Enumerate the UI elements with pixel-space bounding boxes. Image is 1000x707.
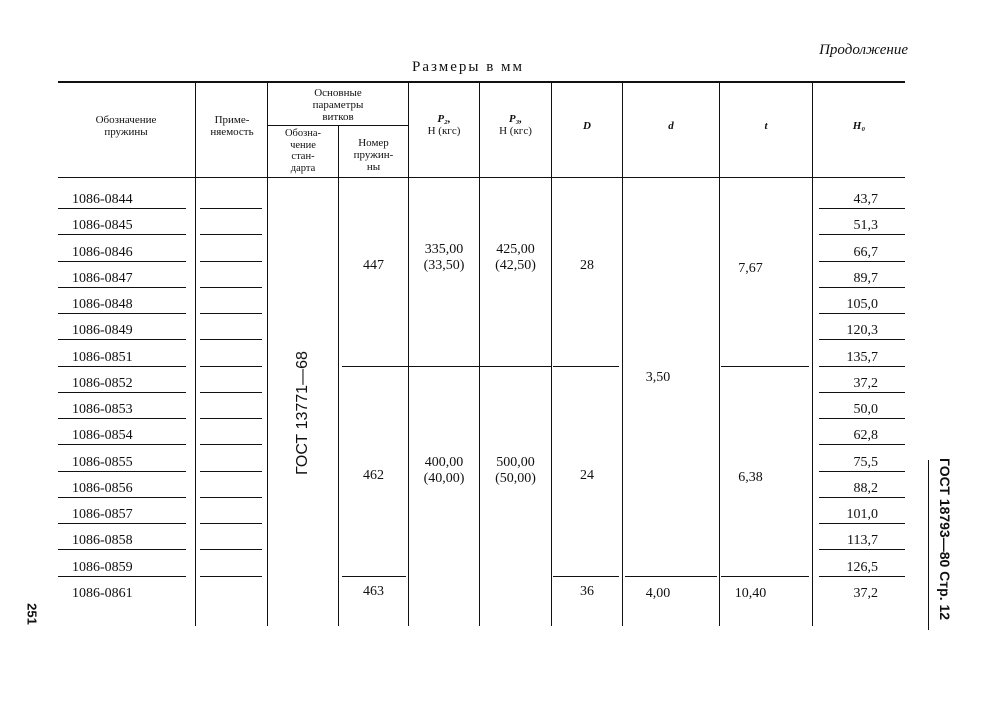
table-row-code: 1086-0857 [72,507,133,522]
row-rule [819,497,905,498]
row-rule [58,576,186,577]
header-p3: P₃, Н (кгс) [499,113,532,137]
group1-p3: 425,00 (42,50) [495,242,536,273]
row-rule [200,549,262,550]
row-rule [200,523,262,524]
row-rule [200,471,262,472]
row-rule [58,392,186,393]
row-rule [58,471,186,472]
row-rule [819,549,905,550]
group-rule [342,576,406,577]
col-divider [812,82,813,626]
col-divider [622,82,623,626]
row-rule [819,339,905,340]
table-row-h0: 37,2 [853,586,878,601]
header-D: D [583,120,591,132]
row-rule [819,523,905,524]
row-rule [200,392,262,393]
group2-spring-number: 462 [363,468,384,483]
row-rule [58,497,186,498]
table-row-code: 1086-0847 [72,271,133,286]
header-d: d [668,120,674,132]
row-rule [200,208,262,209]
table-row-h0: 105,0 [846,297,878,312]
header-t: t [764,120,768,132]
row-rule [819,392,905,393]
shared-d: 3,50 [645,370,671,385]
row-rule [200,339,262,340]
row-rule [58,418,186,419]
sidebar-rule [928,460,929,630]
header-standard-designation: Обозна- чение стан- дарта [284,128,322,174]
group-rule [342,366,551,367]
gost-standard-vertical: ГОСТ 13771—68 [294,351,311,475]
row-rule [58,339,186,340]
table-row-h0: 89,7 [853,271,878,286]
table-row-code: 1086-0855 [72,455,133,470]
header-designation: Обозначение пружины [95,114,157,138]
group1-p2: 335,00 (33,50) [423,242,465,273]
header-main-params: Основные параметры витков [312,87,364,123]
table-row-code: 1086-0852 [72,376,133,391]
group2-p3: 500,00 (50,00) [495,455,536,486]
header-spring-number: Номер пружин- ны [353,137,394,173]
group2-D: 24 [580,468,594,483]
row-rule [58,208,186,209]
row-rule [819,208,905,209]
header-H0: H₀ [852,120,866,132]
header-p2: P₂, Н (кгс) [427,113,461,137]
table-row-h0: 75,5 [853,455,878,470]
table-row-h0: 101,0 [846,507,878,522]
row-rule [200,287,262,288]
table-row-h0: 51,3 [853,218,878,233]
table-top-rule [58,81,905,83]
row-rule [200,418,262,419]
continuation-label: Продолжение [819,42,908,58]
group-rule [721,576,809,577]
row-rule [200,261,262,262]
group3-D: 36 [580,584,594,599]
table-row-code: 1086-0854 [72,428,133,443]
group3-spring-number: 463 [363,584,384,599]
gost-page-sidebar: ГОСТ 18793—80 Стр. 12 [937,457,953,621]
group2-p2: 400,00 (40,00) [423,455,465,486]
row-rule [58,234,186,235]
row-rule [819,444,905,445]
row-rule [58,523,186,524]
header-applicability: Приме- няемость [210,114,254,138]
table-row-h0: 135,7 [846,350,878,365]
table-row-code: 1086-0858 [72,533,133,548]
col-divider [338,126,339,626]
table-row-h0: 37,2 [853,376,878,391]
row-rule [200,366,262,367]
group3-d: 4,00 [645,586,671,601]
table-row-code: 1086-0844 [72,192,133,207]
row-rule [819,313,905,314]
table-row-h0: 113,7 [847,533,878,548]
header-bottom-rule [58,177,905,178]
table-row-code: 1086-0859 [72,560,133,575]
row-rule [58,549,186,550]
row-rule [58,313,186,314]
col-divider [195,82,196,626]
row-rule [58,287,186,288]
table-row-h0: 88,2 [853,481,878,496]
table-row-h0: 50,0 [853,402,878,417]
group-rule [553,366,619,367]
row-rule [200,576,262,577]
col-divider [719,82,720,626]
table-row-code: 1086-0849 [72,323,133,338]
group2-t: 6,38 [738,470,763,485]
row-rule [819,287,905,288]
row-rule [819,576,905,577]
table-row-code: 1086-0846 [72,245,133,260]
row-rule [819,471,905,472]
row-rule [58,261,186,262]
table-row-code: 1086-0848 [72,297,133,312]
table-row-code: 1086-0845 [72,218,133,233]
col-divider [551,82,552,626]
table-row-code: 1086-0861 [72,586,133,601]
group1-t: 7,67 [738,261,763,276]
page-number: 251 [24,603,40,625]
table-row-code: 1086-0853 [72,402,133,417]
row-rule [200,444,262,445]
group-rule [721,366,809,367]
table-row-h0: 126,5 [846,560,878,575]
row-rule [200,497,262,498]
row-rule [819,418,905,419]
group3-t: 10,40 [734,586,767,601]
row-rule [200,234,262,235]
row-rule [819,234,905,235]
row-rule [819,366,905,367]
row-rule [58,366,186,367]
table-row-h0: 66,7 [853,245,878,260]
col-divider [408,82,409,626]
table-row-h0: 62,8 [853,428,878,443]
table-row-code: 1086-0856 [72,481,133,496]
row-rule [200,313,262,314]
table-row-h0: 43,7 [853,192,878,207]
table-row-h0: 120,3 [846,323,878,338]
table-row-code: 1086-0851 [72,350,133,365]
row-rule [819,261,905,262]
units-label: Размеры в мм [412,59,525,75]
group1-spring-number: 447 [363,258,384,273]
col-divider [479,82,480,626]
group-rule [625,576,717,577]
row-rule [58,444,186,445]
group-rule [553,576,619,577]
group1-D: 28 [580,258,594,273]
